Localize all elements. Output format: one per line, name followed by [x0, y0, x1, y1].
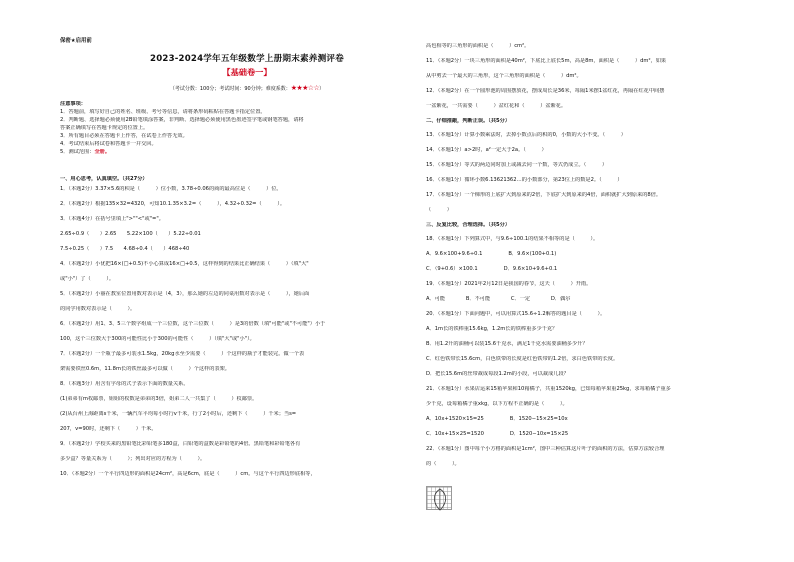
question-line: 多少盒？等量关系为（ ）；列出对应的方程为（ ）。 [60, 456, 206, 462]
exam-subtitle: 【基础卷一】 [222, 67, 272, 77]
left-column [60, 0, 434, 562]
question-line: 3．（本题4分）在括号里填上">""<"或"="。 [60, 216, 164, 222]
question-line: 12．（本题2分）在一个圆形池的周围摆放花，摆成周长是36米，每隔1米摆1盆红花，再隔在红花中间摆 [426, 88, 665, 94]
exam-meta [60, 84, 434, 92]
question-line: 11．（本题2分）一块三角形的面积是40m²，下底比上底长5m，高是8m，面积是（ ）dm²，如果 [426, 58, 667, 64]
choice-line: A．可能 B．不可能 C．一定 D．偶尔 [426, 296, 571, 302]
question-line: 一盆紫花，一共需要（ ）盆红花和（ ）盆紫花。 [426, 103, 567, 109]
question-line: 4．（本题2分）小优把16×(□+0.5)不小心算成16×□+0.5，这样得到的结果比正确结果（ ）（填"大" [60, 261, 309, 267]
choice-line: 22．（本题1分）图中每个小方格的面积是1cm²，图中三种估算这片叶子的面积的方法，估算方法较合理 [426, 446, 665, 452]
right-column [426, 0, 794, 562]
choice-line: 20．（本题1分）下面问题中，可以用算式15.6÷1.2解答的题目是（ ）。 [426, 311, 606, 317]
question-line: 高也相等的三角形的面积是（ ）cm²。 [426, 43, 530, 49]
judge-line: 14．（本题1分）a>2时，a²一定大于2a。（ ） [426, 147, 547, 153]
judge-line: （ ） [426, 207, 452, 213]
judge-line: 17．（本题1分）一个梯形的上底扩大到原来的2倍，下底扩大到原来的4倍，面积就扩大到原来的8倍。 [426, 192, 662, 198]
choice-line: A．9.6×100+9.6÷0.1 B．9.6×(100+0.1) [426, 251, 557, 257]
note-item-scope [60, 149, 434, 156]
notes-heading: 注意事项： [60, 101, 86, 107]
question-line: 10．（本题2分）一个平行四边形的面积是24cm²，高是6cm，底是（ ）cm。与这个平行四边形底相等， [60, 471, 316, 477]
meta-text: （考试分数：100分；考试时间：90分钟；难度系数： [169, 86, 291, 92]
question-line: 2．（本题2分）根据135×32=4320，可知10.1.35×3.2=（ ），4.32÷0.32=（ ）。 [60, 201, 286, 207]
question-line: 7．（本题2分）一个瓶子最多可装水1.5kg，20kg水至少需要（ ）个这样的瓶子才能装完。做一个表 [60, 351, 305, 357]
choice-line: C．红色铁带长15.6cm，白色铁带的长度是红色铁带的1.2倍，求白色铁带的长度。 [426, 356, 619, 362]
note-item: 1．答题前，填写好自己的姓名、班级、考号等信息，请将条形码粘贴在答题卡指定位置。 [60, 109, 266, 115]
choice-line: 21．（本题1分）水果店运来15箱苹果和10箱橘子，共重1520kg，已知每箱苹果重25kg，求每箱橘子重多 [426, 386, 671, 392]
choice-line: 19．（本题1分）2021年2月12日是我国的春节，这天（ ）开雨。 [426, 281, 592, 287]
question-line: (2)从台州上海距离s千米，一辆汽车平均每小时行v千米，行了2小时后，还剩下（ ）千米；当s= [60, 411, 297, 417]
question-line: 207，v=90时，还剩下（ ）千米。 [60, 426, 157, 432]
meta-close: ） [319, 86, 325, 92]
choice-line: A．1m长的铁棒重15.6kg，1.2m长的铁棒重多少千克？ [426, 326, 558, 332]
judge-line: 13．（本题1分）计算小数乘法时，去掉小数点后的积的0，小数的大小不变。（ ） [426, 132, 626, 138]
note-item: 3．所有题目必须在答题卡上作答，在试卷上作答无效。 [60, 133, 188, 139]
note-item: 4．考试结束后将试卷和答题卡一并交回。 [60, 141, 157, 147]
question-line: 5．（本题2分）小丽在教室位置用数对表示是（4，3），那么她的左边的同桌用数对表示是（ ），她后面 [60, 291, 310, 297]
question-line: 从中剪去一个最大的三角形，这个三角形的面积是（ ）dm²。 [426, 73, 582, 79]
question-line: 100，这个三位数大于300的可能性比小于300的可能性（ ）（填"大"或"小"）。 [60, 336, 255, 342]
section-2-heading: 二、仔细推敲，判断正误。（共5分） [426, 118, 511, 124]
question-line: 6．（本题2分）用1、3、5三个数字组成一个三位数，这个三位数（ ）是3的倍数（填"可能"或"不可能"）小于 [60, 321, 326, 327]
question-line: 或"小"）了（ ）。 [60, 276, 115, 282]
choice-line: A．10x+1520×15=25 B．1520−15×25=10x [426, 416, 568, 422]
choice-line: 少千克，设每箱橘子重xkg，以下方程不正确的是（ ）。 [426, 401, 568, 407]
question-line: 架需要铁丝0.6m，11.8m长的铁丝最多可以做（ ）个这样的表架。 [60, 366, 230, 372]
difficulty-stars-icon: ★★★☆☆ [290, 84, 320, 92]
leaf-icon [427, 487, 453, 511]
choice-line: B．用1.2升的油桶可以装15.6千克水，满足1千克水需要油桶多少升？ [426, 341, 588, 347]
section-3-heading: 三、反复比较，合理选择。（共5分） [426, 222, 511, 228]
leaf-grid-figure [426, 486, 452, 510]
question-line: 9．（本题2分）学校买来的黑铅笔比彩铅笔多180盒，白铅笔的盒数是彩铅笔的4倍。黑铅笔和彩铅笔各有 [60, 441, 301, 447]
scope-label: 5．测试范围： [60, 149, 95, 155]
secret-label: 保密★启用前 [60, 38, 92, 44]
choice-line: C．10x+15×25=1520 D．1520−10x=15×25 [426, 431, 569, 437]
note-item: 答案正确填写在答题卡规定的位置上。 [60, 125, 149, 131]
question-line: 的同学用数对表示是（ ）。 [60, 306, 136, 312]
exam-title: 2023-2024学年五年级数学上册期末素养测评卷 [150, 54, 344, 64]
question-line: 7.5÷0.25（ ）7.5 4.68÷0.4（ ）468÷40 [60, 246, 190, 252]
choice-line: 18．（本题1分）下列算式中，与9.6÷100.1的结果不相等的是（ ）。 [426, 236, 599, 242]
choice-line: D．把长15.6m的丝带裁成每段1.2m的小段，可以裁成几段？ [426, 371, 569, 377]
question-line: 8．（本题3分）用含有字母的式子表示下面的数量关系。 [60, 381, 189, 387]
choice-line: 的（ ）。 [426, 461, 460, 467]
question-line: (1)弟弟有m枚邮票，姐姐的枚数是弟弟的3倍，姐弟二人一共集了（ ）枚邮票。 [60, 396, 258, 402]
judge-line: 15．（本题1分）等式的两边同时加上或减去同一个数，等式仍成立。（ ） [426, 162, 608, 168]
note-item: 2．判断题、选择题必须使用2B铅笔填涂答案，非判断、选择题必须使用黑色墨迹签字笔或钢笔答题，请将 [60, 117, 304, 123]
section-1-heading: 一、用心思考，认真填空。（共27分） [60, 176, 148, 182]
scope-value: 全册。 [94, 149, 111, 155]
choice-line: C．（9+0.6）×100.1 D．9.6×10+9.6+0.1 [426, 266, 558, 272]
judge-line: 16．（本题1分）循环小数6.13621362…的小数部分，第23位上的数是2。（ ） [426, 177, 623, 183]
question-line: 1．（本题2分）3.37×5.6的积是（ ）位小数，3.78÷0.06的商的最高位是（ ）位。 [60, 186, 282, 192]
question-line: 2.65÷0.9（ ）2.65 5.22×100（ ）5.22÷0.01 [60, 231, 201, 237]
